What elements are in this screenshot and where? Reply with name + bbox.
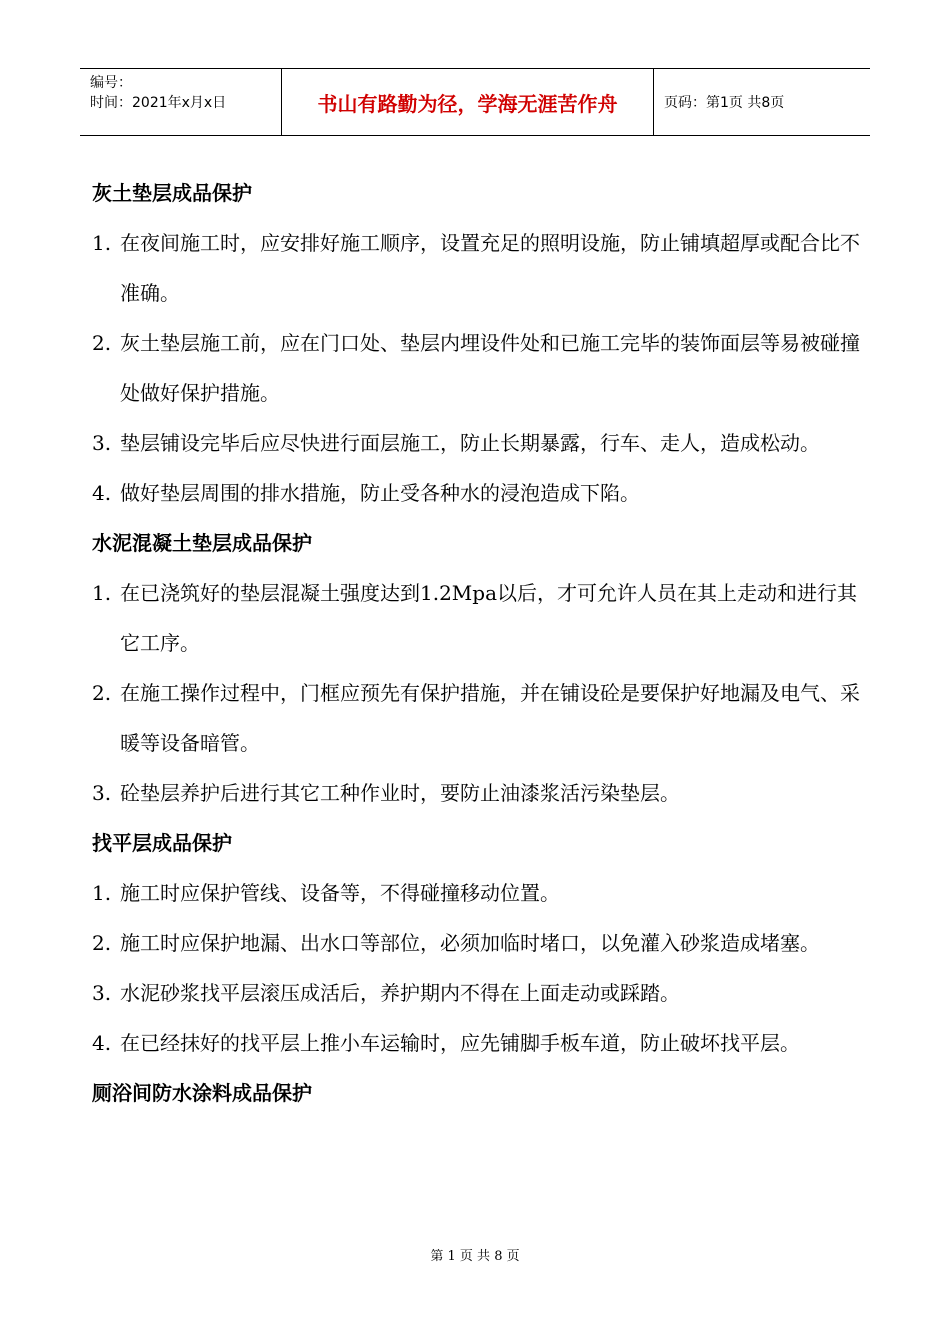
list-item: 4. 做好垫层周围的排水措施，防止受各种水的浸泡造成下陷。 xyxy=(92,481,640,505)
header-page-info: 页码：第1页 共8页 xyxy=(664,95,785,111)
section-title: 厕浴间防水涂料成品保护 xyxy=(92,1081,312,1105)
document-body xyxy=(92,168,872,1118)
section-lime-soil-cushion xyxy=(92,168,872,518)
section-title: 灰土垫层成品保护 xyxy=(92,181,252,205)
list-item: 2. 施工时应保护地漏、出水口等部位，必须加临时堵口，以免灌入砂浆造成堵塞。 xyxy=(92,931,820,955)
section-leveling-layer xyxy=(92,818,872,1068)
item-list xyxy=(92,868,872,1068)
list-item: 4. 在已经抹好的找平层上推小车运输时，应先铺脚手板车道，防止破坏找平层。 xyxy=(92,1031,800,1055)
header-meta xyxy=(80,69,282,135)
header-motto: 书山有路勤为径，学海无涯苦作舟 xyxy=(282,69,654,135)
section-concrete-cushion xyxy=(92,518,872,818)
list-item: 3. 砼垫层养护后进行其它工种作业时，要防止油漆浆活污染垫层。 xyxy=(92,781,680,805)
section-bathroom-waterproof xyxy=(92,1068,872,1118)
list-item: 3. 水泥砂浆找平层滚压成活后，养护期内不得在上面走动或踩踏。 xyxy=(92,981,680,1005)
page-footer: 第 1 页 共 8 页 xyxy=(430,1249,520,1264)
section-title: 找平层成品保护 xyxy=(92,831,232,855)
list-item: 1. 施工时应保护管线、设备等，不得碰撞移动位置。 xyxy=(92,881,560,905)
list-item: 1. 在已浇筑好的垫层混凝土强度达到1.2Mpa以后，才可允许人员在其上走动和进行其它工序。 xyxy=(92,581,858,655)
time-label: 时间：2021年x月x日 xyxy=(90,95,227,111)
list-item: 1. 在夜间施工时，应安排好施工顺序，设置充足的照明设施，防止铺填超厚或配合比不准确。 xyxy=(92,231,860,305)
item-list xyxy=(92,568,872,818)
item-list xyxy=(92,218,872,518)
list-item: 3. 垫层铺设完毕后应尽快进行面层施工，防止长期暴露，行车、走人，造成松动。 xyxy=(92,431,820,455)
number-label: 编号： xyxy=(90,75,132,91)
list-item: 2. 在施工操作过程中，门框应预先有保护措施，并在铺设砼是要保护好地漏及电气、采暖等设备暗管。 xyxy=(92,681,860,755)
document-header xyxy=(80,68,870,136)
section-title: 水泥混凝土垫层成品保护 xyxy=(92,531,312,555)
list-item: 2. 灰土垫层施工前，应在门口处、垫层内埋设件处和已施工完毕的装饰面层等易被碰撞处做好保护措施。 xyxy=(92,331,860,405)
